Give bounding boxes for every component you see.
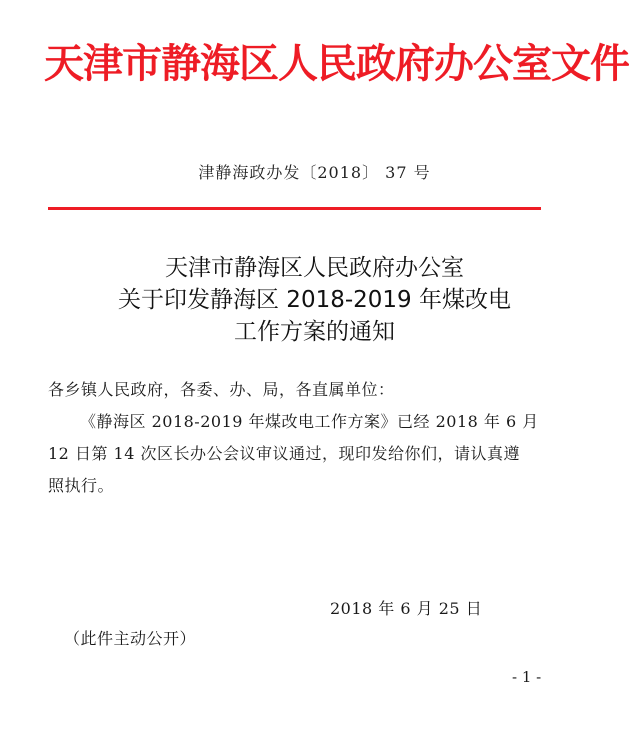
issuing-authority-header: 天津市静海区人民政府办公室文件 — [44, 41, 629, 87]
salutation: 各乡镇人民政府，各委、办、局，各直属单位： — [48, 380, 395, 399]
document-title-line-2: 关于印发静海区 2018-2019 年煤改电 — [118, 287, 511, 313]
document-number: 津静海政办发〔2018〕 37 号 — [198, 163, 431, 182]
page-number: - 1 - — [512, 668, 542, 686]
issue-date: 2018 年 6 月 25 日 — [330, 599, 483, 618]
document-title-line-3: 工作方案的通知 — [234, 319, 395, 345]
document-title — [0, 252, 629, 348]
body-line-2: 12 日第 14 次区长办公会议审议通过，现印发给你们，请认真遵 — [48, 444, 520, 463]
body-line-3: 照执行。 — [48, 476, 115, 495]
body-paragraph — [48, 406, 541, 502]
document-title-line-1: 天津市静海区人民政府办公室 — [165, 255, 464, 281]
body-line-1: 《静海区 2018-2019 年煤改电工作方案》已经 2018 年 6 月 — [80, 412, 539, 431]
red-separator-rule — [48, 207, 541, 210]
public-disclosure-note: （此件主动公开） — [64, 629, 197, 648]
